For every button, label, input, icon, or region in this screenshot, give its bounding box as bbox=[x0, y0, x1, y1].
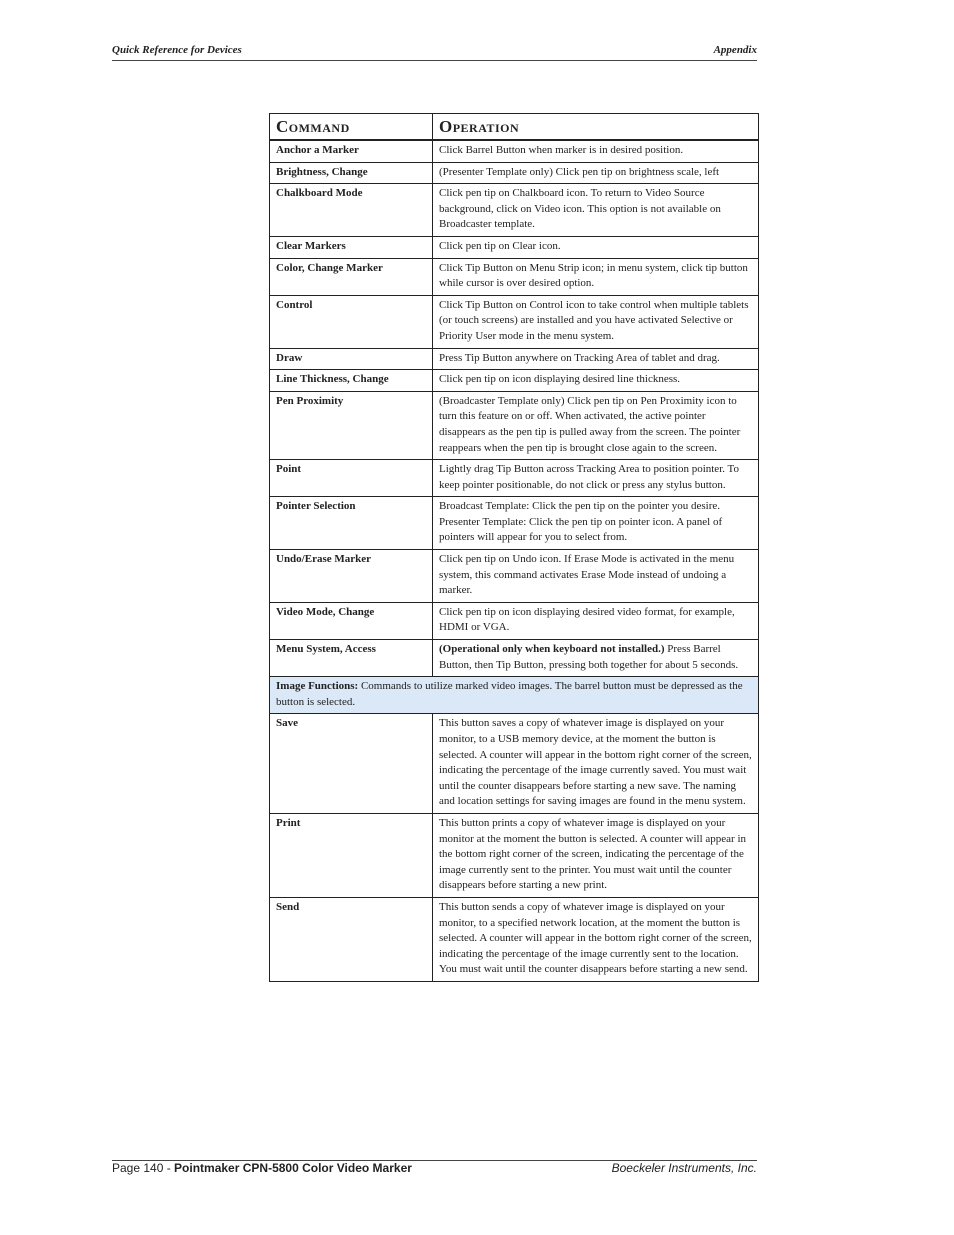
command-cell: Print bbox=[270, 813, 433, 897]
table-row bbox=[270, 370, 759, 392]
operation-cell: Click Tip Button on Menu Strip icon; in menu system, click tip button while cursor is over desired option. bbox=[433, 258, 759, 295]
operation-cell: Broadcast Template: Click the pen tip on the pointer you desire. Presenter Template: Click the pen tip on pointer icon. A panel of pointers will appear for you to select from. bbox=[433, 497, 759, 550]
footer-page-info bbox=[112, 1161, 412, 1175]
table-row bbox=[270, 236, 759, 258]
footer-company: Boeckeler Instruments, Inc. bbox=[611, 1161, 757, 1175]
table-header-row bbox=[270, 114, 759, 141]
table-row bbox=[270, 460, 759, 497]
table-row bbox=[270, 295, 759, 348]
section-cell bbox=[270, 677, 759, 714]
command-cell: Color, Change Marker bbox=[270, 258, 433, 295]
table-row bbox=[270, 184, 759, 237]
footer-page-number: Page 140 - bbox=[112, 1161, 175, 1175]
quick-reference-table bbox=[269, 113, 759, 982]
operation-cell: Click pen tip on Undo icon. If Erase Mode is activated in the menu system, this command activates Erase Mode instead of undoing a marker. bbox=[433, 550, 759, 603]
command-cell: Point bbox=[270, 460, 433, 497]
page-footer bbox=[112, 1160, 757, 1175]
operation-note-bold: (Operational only when keyboard not installed.) bbox=[439, 643, 665, 656]
operation-cell: This button prints a copy of whatever image is displayed on your monitor at the moment the button is selected. A counter will appear in the bottom right corner of the screen, indicating the percentage of the image currently sent to the printer. You must wait until the counter disappears before starting a new print. bbox=[433, 813, 759, 897]
operation-cell: Click pen tip on icon displaying desired line thickness. bbox=[433, 370, 759, 392]
operation-cell: This button saves a copy of whatever image is displayed on your monitor, to a USB memory device, at the moment the button is selected. A counter will appear in the bottom right corner of the screen, indicating the percentage of the image currently saved. You must wait until the counter disappears before starting a new save. The naming and location settings for saving images are found in the menu system. bbox=[433, 714, 759, 814]
command-cell: Brightness, Change bbox=[270, 162, 433, 184]
command-cell: Pen Proximity bbox=[270, 391, 433, 459]
command-cell: Line Thickness, Change bbox=[270, 370, 433, 392]
table-row bbox=[270, 162, 759, 184]
table-row bbox=[270, 550, 759, 603]
operation-cell: This button sends a copy of whatever image is displayed on your monitor, to a specified network location, at the moment the button is selected. A counter will appear in the bottom right corner of the screen, indicating the percentage of the image currently sent to the location. You must wait until the counter disappears before starting a new send. bbox=[433, 897, 759, 981]
table-row bbox=[270, 714, 759, 814]
operation-cell: (Presenter Template only) Click pen tip on brightness scale, left bbox=[433, 162, 759, 184]
table-row bbox=[270, 813, 759, 897]
operation-cell: Click pen tip on Chalkboard icon. To return to Video Source background, click on Video icon. This option is not available on Broadcaster template. bbox=[433, 184, 759, 237]
column-header-command: Command bbox=[270, 114, 433, 141]
table-row bbox=[270, 602, 759, 639]
footer-product-name: Pointmaker CPN-5800 Color Video Marker bbox=[174, 1161, 412, 1175]
table-row bbox=[270, 391, 759, 459]
table-row bbox=[270, 897, 759, 981]
command-cell: Clear Markers bbox=[270, 236, 433, 258]
section-description: Commands to utilize marked video images. The barrel button must be depressed as the button is selected. bbox=[276, 680, 743, 708]
section-row-image-functions bbox=[270, 677, 759, 714]
table-row bbox=[270, 140, 759, 162]
operation-cell: Press Tip Button anywhere on Tracking Area of tablet and drag. bbox=[433, 348, 759, 370]
header-chapter: Appendix bbox=[713, 44, 757, 56]
command-cell: Undo/Erase Marker bbox=[270, 550, 433, 603]
command-cell: Video Mode, Change bbox=[270, 602, 433, 639]
command-cell: Menu System, Access bbox=[270, 640, 433, 677]
header-section-title: Quick Reference for Devices bbox=[112, 44, 242, 56]
running-header bbox=[112, 44, 757, 61]
operation-cell: Lightly drag Tip Button across Tracking Area to position pointer. To keep pointer positionable, do not click or press any stylus button. bbox=[433, 460, 759, 497]
operation-cell: Click pen tip on Clear icon. bbox=[433, 236, 759, 258]
operation-cell bbox=[433, 640, 759, 677]
command-cell: Control bbox=[270, 295, 433, 348]
operation-cell: Click pen tip on icon displaying desired video format, for example, HDMI or VGA. bbox=[433, 602, 759, 639]
command-cell: Chalkboard Mode bbox=[270, 184, 433, 237]
table-row bbox=[270, 640, 759, 677]
table-row bbox=[270, 497, 759, 550]
operation-cell: Click Barrel Button when marker is in desired position. bbox=[433, 140, 759, 162]
operation-text: Press Barrel Button, then Tip Button, pressing both together for about 5 seconds. bbox=[439, 643, 739, 671]
command-cell: Pointer Selection bbox=[270, 497, 433, 550]
command-cell: Draw bbox=[270, 348, 433, 370]
command-cell: Save bbox=[270, 714, 433, 814]
table-row bbox=[270, 258, 759, 295]
table-row bbox=[270, 348, 759, 370]
command-cell: Send bbox=[270, 897, 433, 981]
operation-cell: (Broadcaster Template only) Click pen tip on Pen Proximity icon to turn this feature on or off. When activated, the active pointer disappears as the pen tip is pulled away from the screen. The pointer reappears when the pen tip is brought close again to the screen. bbox=[433, 391, 759, 459]
command-cell: Anchor a Marker bbox=[270, 140, 433, 162]
operation-cell: Click Tip Button on Control icon to take control when multiple tablets (or touch screens) are installed and you have activated Selective or Priority User mode in the menu system. bbox=[433, 295, 759, 348]
section-title: Image Functions: bbox=[276, 680, 359, 693]
column-header-operation: Operation bbox=[433, 114, 759, 141]
